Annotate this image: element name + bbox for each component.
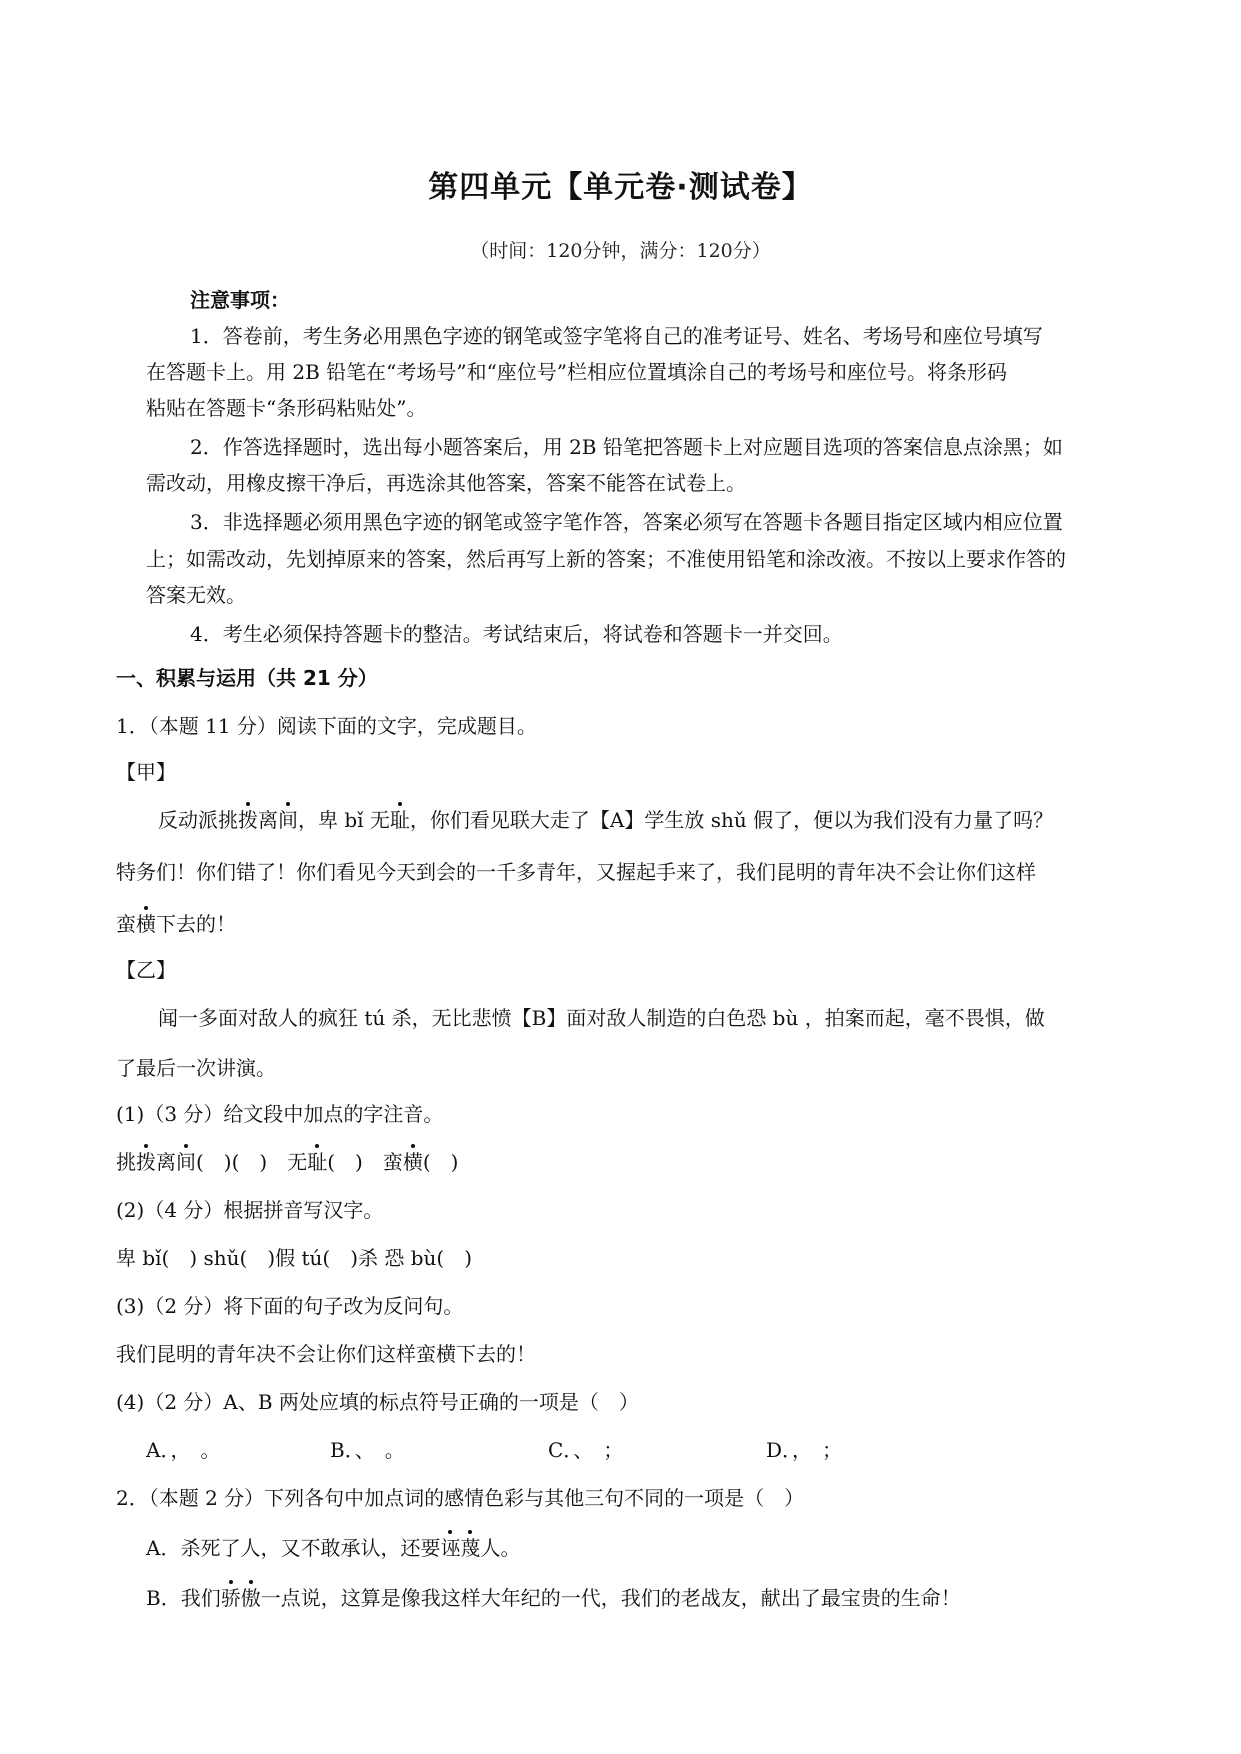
notice-line: 2．作答选择题时，选出每小题答案后，用 2B 铅笔把答题卡上对应题目选项的答案信息点涂黑；如 [190, 435, 1063, 459]
exam-duration-score: （时间：120分钟，满分：120分） [470, 240, 771, 262]
notice-line: 1．答卷前，考生务必用黑色字迹的钢笔或签字笔将自己的准考证号、姓名、考场号和座位号填写 [190, 324, 1043, 348]
text-span: 下去的！ [156, 912, 236, 936]
text-span: 挑 [116, 1150, 136, 1174]
choice-a: A．， 。 [146, 1438, 221, 1462]
choice-b: B．、 。 [330, 1438, 405, 1462]
text-span: ( ) 蛮 [327, 1150, 403, 1174]
passage-line: 了最后一次讲演。 [116, 1056, 276, 1080]
notice-line: 粘贴在答题卡“条形码粘贴处”。 [146, 396, 427, 420]
dotted-char: 诬 [440, 1536, 461, 1560]
passage-line [158, 806, 1053, 834]
notice-line: 在答题卡上。用 2B 铅笔在“考场号”和“座位号”栏相应位置填涂自己的考场号和座位号。将条形码 [146, 360, 1008, 384]
dotted-char: 横 [136, 912, 156, 936]
sub-question: (2)（4 分）根据拼音写汉字。 [116, 1198, 384, 1222]
choice-line [146, 1534, 520, 1562]
passage-label: 【乙】 [116, 958, 176, 982]
question-stem: 2．（本题 2 分）下列各句中加点词的感情色彩与其他三句不同的一项是（ ） [116, 1486, 805, 1510]
dotted-char: 拨 [238, 808, 258, 832]
dotted-char: 耻 [307, 1150, 328, 1174]
text-span: ，卑 bǐ 无 [298, 808, 390, 832]
passage-line [116, 910, 236, 938]
choice-line [146, 1584, 961, 1612]
passage-line: 闻一多面对敌人的疯狂 tú 杀，无比悲愤【B】面对敌人制造的白色恐 bù ，拍案而起，毫不畏惧，做 [158, 1006, 1045, 1030]
text-span: 人。 [480, 1536, 521, 1560]
notice-heading: 注意事项： [190, 288, 290, 312]
text-span: A．杀死了人，又不敢承认，还要 [146, 1536, 441, 1560]
notice-line: 需改动，用橡皮擦干净后，再选涂其他答案，答案不能答在试卷上。 [146, 471, 746, 495]
dotted-char: 骄 [220, 1586, 241, 1610]
notice-line: 3．非选择题必须用黑色字迹的钢笔或签字笔作答，答案必须写在答题卡各题目指定区域内相应位置 [190, 510, 1063, 534]
passage-label: 【甲】 [116, 760, 176, 784]
text-span: 蛮 [116, 912, 136, 936]
text-span: 一点说，这算是像我这样大年纪的一代，我们的老战友，献出了最宝贵的生命！ [260, 1586, 961, 1610]
dotted-char: 拨 [136, 1150, 156, 1174]
notice-line: 4．考生必须保持答题卡的整洁。考试结束后，将试卷和答题卡一并交回。 [190, 622, 843, 646]
dotted-char: 间 [176, 1150, 196, 1174]
sub-question: (3)（2 分）将下面的句子改为反问句。 [116, 1294, 464, 1318]
dotted-char: 傲 [240, 1586, 261, 1610]
sub-question: (1)（3 分）给文段中加点的字注音。 [116, 1102, 444, 1126]
text-span: ( ) [422, 1150, 459, 1174]
dotted-char: 耻 [389, 808, 410, 832]
choice-d: D．， ； [766, 1438, 843, 1462]
notice-line: 上；如需改动，先划掉原来的答案，然后再写上新的答案；不准使用铅笔和涂改液。不按以上要求作答的 [146, 547, 1066, 571]
section-heading: 一、积累与运用（共 21 分） [116, 666, 378, 690]
notice-line: 答案无效。 [146, 583, 246, 607]
answer-line: 卑 bǐ( ) shǔ( )假 tú( )杀 恐 bù( ) [116, 1246, 473, 1270]
text-span: 反动派挑 [158, 808, 238, 832]
text-span: 离 [258, 808, 278, 832]
text-span: ，你们看见联大走了【A】学生放 shǔ 假了，便以为我们没有力量了吗？ [409, 808, 1054, 832]
dotted-char: 蔑 [460, 1536, 481, 1560]
page-title: 第四单元【单元卷·测试卷】 [428, 170, 813, 205]
text-span: ( )( ) 无 [196, 1150, 308, 1174]
passage-line: 特务们！你们错了！你们看见今天到会的一千多青年，又握起手来了，我们昆明的青年决不会让你们这样 [116, 860, 1036, 884]
sub-question: (4)（2 分）A、B 两处应填的标点符号正确的一项是（ ） [116, 1390, 639, 1414]
sentence-line: 我们昆明的青年决不会让你们这样蛮横下去的！ [116, 1342, 536, 1366]
question-stem: 1．（本题 11 分）阅读下面的文字，完成题目。 [116, 714, 537, 738]
text-span: B．我们 [146, 1586, 221, 1610]
choice-c: C．、 ； [548, 1438, 624, 1462]
dotted-char: 横 [402, 1150, 423, 1174]
text-span: 离 [156, 1150, 176, 1174]
dotted-char: 间 [278, 808, 298, 832]
answer-line [116, 1148, 458, 1176]
